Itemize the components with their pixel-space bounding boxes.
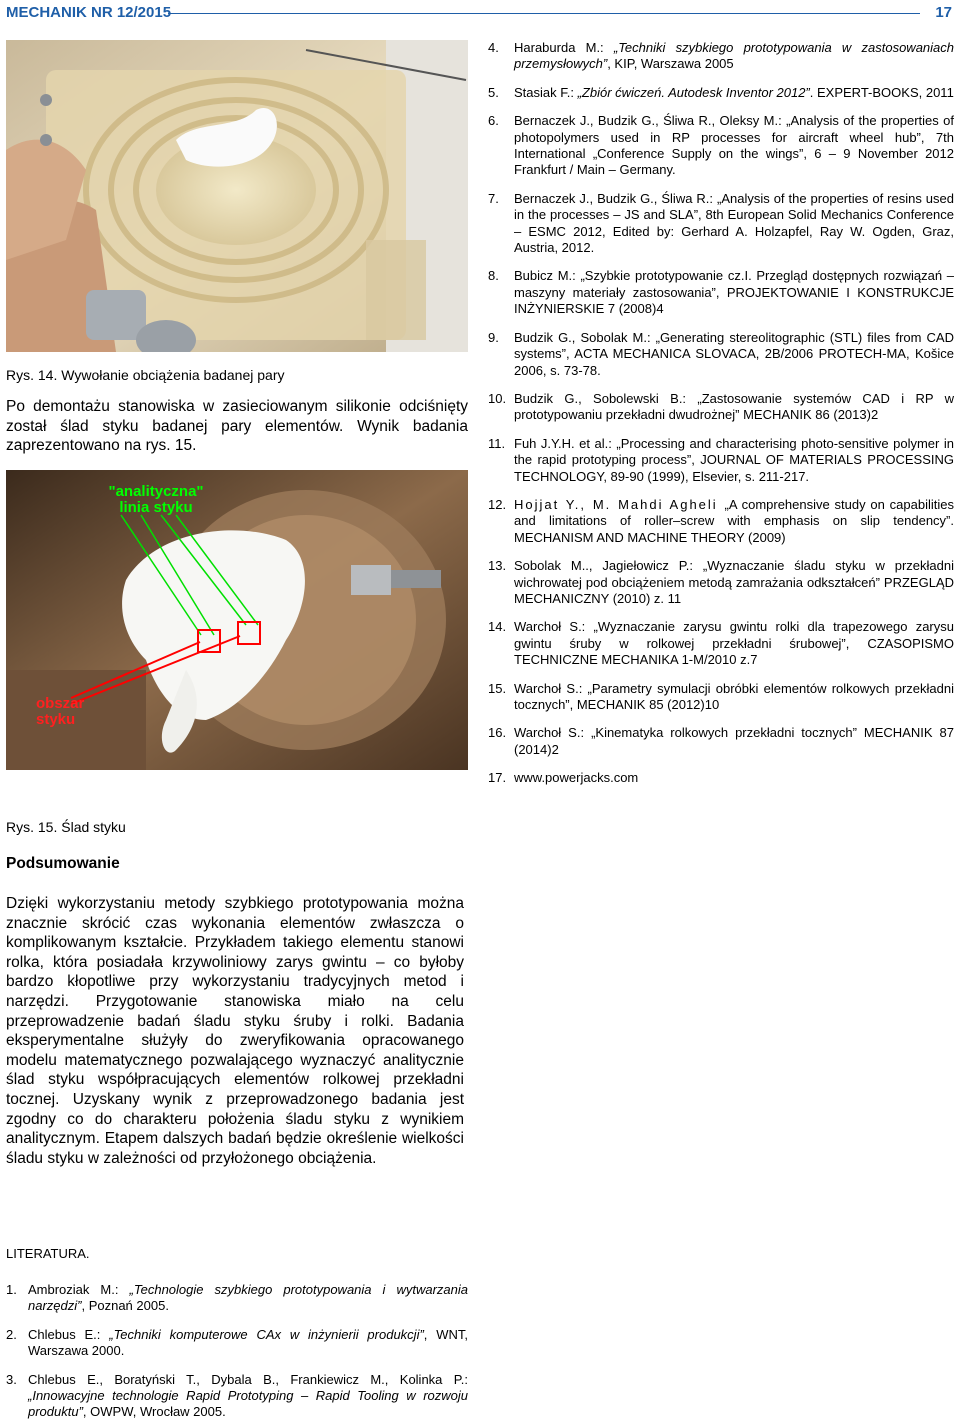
page-header	[0, 0, 960, 30]
reference-number: 2.	[6, 1326, 17, 1342]
annotation-contact-area-2: styku	[36, 711, 76, 728]
reference-item	[488, 725, 954, 758]
reference-text	[514, 330, 954, 379]
figure-15-caption	[6, 818, 126, 836]
reference-authors: Warchoł S.:	[514, 680, 588, 696]
reference-title: „Parametry symulacji obróbki elementów rolkowych przekładni tocznych”, MECHANIK 85 (2012)10	[514, 680, 954, 712]
reference-item	[488, 436, 954, 485]
annotation-contact-area-1: obszar	[36, 695, 85, 712]
reference-authors: Ambroziak M.:	[28, 1282, 130, 1297]
reference-title: „Techniki komputerowe CAx w inżynierii produkcji”	[109, 1326, 424, 1342]
reference-number: 12.	[488, 496, 507, 512]
reference-authors: Warchoł S.:	[514, 619, 594, 635]
figure-14-caption-text: Wywołanie obciążenia badanej pary	[61, 367, 285, 383]
journal-title: MECHANIK NR 12/2015	[6, 4, 172, 21]
reference-title: „Analysis of the properties of resins used in the processes – JS and SLA”, 8th European Solid Mechanics Conference – ESMC 2012, Edited by: Gerhard A. Holzapfel, Ray W. Ogden, Graz, Austria, 2012.	[514, 190, 954, 256]
reference-item	[488, 558, 954, 607]
reference-authors: Warchoł S.:	[514, 725, 592, 741]
reference-text	[514, 40, 954, 73]
summary-heading: Podsumowanie	[6, 855, 120, 872]
reference-text	[514, 85, 954, 101]
reference-rest: . EXPERT-BOOKS, 2011	[809, 84, 954, 100]
reference-text	[514, 770, 954, 786]
annotation-analytic-line	[96, 484, 216, 516]
reference-authors: www.powerjacks.com	[514, 770, 639, 786]
figure-14-caption-label: Rys. 14.	[6, 367, 58, 383]
reference-number: 13.	[488, 558, 507, 574]
reference-item	[488, 391, 954, 424]
literature-label: LITERATURA.	[6, 1246, 90, 1261]
reference-item	[488, 113, 954, 179]
reference-title: „Wyznaczanie śladu styku w przekładni wichrowatej pod obciążeniem metodą zamrażania odkształceń” PRZEGLĄD MECHANICZNY (2010) z. 11	[514, 558, 954, 606]
reference-number: 3.	[6, 1371, 17, 1387]
reference-title: „Techniki szybkiego prototypowania w zastosowaniach przemysłowych”	[514, 40, 955, 72]
reference-rest: , WNT, Warszawa 2000.	[28, 1326, 468, 1359]
reference-item	[488, 85, 954, 101]
figure-15-caption-label: Rys. 15.	[6, 819, 58, 835]
reference-number: 7.	[488, 190, 499, 206]
reference-rest: , OWPW, Wrocław 2005.	[82, 1404, 226, 1420]
reference-number: 9.	[488, 329, 499, 345]
reference-item	[488, 268, 954, 317]
reference-number: 11.	[488, 435, 506, 451]
reference-text	[514, 436, 954, 485]
reference-authors: Bernaczek J., Budzik G., Śliwa R., Oleksy M.:	[514, 113, 787, 129]
reference-text	[514, 681, 954, 714]
reference-number: 16.	[488, 725, 507, 741]
reference-item	[488, 619, 954, 668]
page-number: 17	[935, 4, 952, 21]
reference-authors: Haraburda M.:	[514, 40, 614, 55]
reference-item	[488, 40, 954, 73]
figure-14-photo	[6, 40, 468, 352]
reference-title: „Innowacyjne technologie Rapid Prototyping – Rapid Tooling w rozwoju produktu”	[28, 1388, 468, 1420]
reference-text	[514, 391, 954, 424]
reference-authors: Bernaczek J., Budzik G., Śliwa R.:	[514, 190, 717, 206]
reference-authors: Budzik G., Sobolak M.:	[514, 329, 656, 345]
reference-item	[488, 681, 954, 714]
reference-text	[28, 1372, 468, 1420]
reference-item	[488, 330, 954, 379]
intro-paragraph: Po demontażu stanowiska w zasieciowanym silikonie odciśnięty został ślad styku badanej pary elementów. Wynik badania zaprezentowano na rys. 15.	[6, 398, 468, 455]
reference-rest: , Poznań 2005.	[81, 1298, 169, 1314]
reference-number: 5.	[488, 84, 499, 100]
reference-number: 17.	[488, 770, 507, 786]
reference-authors: Budzik G., Sobolewski B.:	[514, 390, 698, 406]
reference-item	[6, 1372, 468, 1420]
reference-authors: Stasiak F.:	[514, 84, 578, 100]
figure-15-caption-text: Ślad styku	[61, 819, 126, 835]
reference-number: 1.	[6, 1282, 17, 1297]
reference-authors: Fuh J.Y.H. et al.:	[514, 435, 617, 451]
reference-authors: Chlebus E.:	[28, 1326, 110, 1342]
reference-title: „Zbiór ćwiczeń. Autodesk Inventor 2012”	[577, 84, 810, 100]
references-right	[488, 40, 954, 787]
reference-title: „Szybkie prototypowanie cz.I. Przegląd dostępnych rozwiązań – maszyny materiały zastosowania”, PROJEKTOWANIE I KONSTRUKCJE INŻYNIERSKIE 7 (2008)4	[514, 268, 954, 317]
reference-number: 15.	[488, 680, 507, 696]
reference-item	[6, 1282, 468, 1315]
reference-text	[514, 558, 954, 607]
reference-title: „A comprehensive study on capabilities and limitations of roller–screw with emphasis on slip tendency”. MECHANISM AND MACHINE THEORY (2009)	[514, 496, 954, 545]
reference-text	[514, 497, 954, 546]
reference-text	[514, 725, 954, 758]
reference-title: „Zastosowanie systemów CAD i RP w prototypowaniu przekładni dwudrożnej” MECHANIK 86 (2013)2	[514, 390, 954, 423]
reference-title: „Generating stereolitographic (STL) files from CAD systems”, ACTA MECHANICA SLOVACA, 2B/2006 PROTECH-MA, Košice 2006, s. 73-78.	[514, 329, 954, 378]
reference-authors: Sobolak M.., Jagiełowicz P.:	[514, 558, 703, 574]
reference-title: „Technologie szybkiego prototypowania i wytwarzania narzędzi”	[28, 1282, 468, 1314]
reference-text	[514, 191, 954, 257]
figure-14-caption	[6, 366, 284, 384]
reference-number: 6.	[488, 113, 499, 129]
reference-title: „Analysis of the properties of photopolymers used in RP processes for aircraft wheel hub”, 7th International „Conference Supply on the wings”, 6 – 9 November 2012 Frankfurt / Main – Germany.	[514, 113, 955, 178]
reference-title: „Processing and characterising photo-sensitive polymer in the rapid prototyping process”, JOURNAL OF MATERIALS PROCESSING TECHNOLOGY, 89-90 (1999), Elsevier, s. 211-217.	[514, 435, 954, 484]
reference-item	[6, 1327, 468, 1360]
reference-text	[514, 268, 954, 317]
annotation-analytic-line-2: linia styku	[119, 499, 193, 516]
reference-title: „Kinematyka rolkowych przekładni tocznych” MECHANIK 87 (2014)2	[514, 725, 954, 757]
header-rule	[168, 13, 920, 14]
reference-item	[488, 191, 954, 257]
summary-paragraph: Dzięki wykorzystaniu metody szybkiego prototypowania można znacznie skrócić czas wykonania elementów zwłaszcza o komplikowanym kształcie. Przykładem takiego elementu stanowi rolka, która posiadała krzywoliniowy zarys gwintu – co byłoby bardzo kłopotliwe przy wykorzystaniu tradycyjnych metod i narzędzi. Przygotowanie stanowiska miało na celu przeprowadzenie badań śladu styku śruby i rolki. Badania eksperymentalne służyły do zweryfikowania opracowanego modelu matematycznego pozwalającego wyznaczyć analitycznie ślad styku współpracujących elementów rolkowej przekładni tocznej. Uzyskany wynik z przeprowadzonego badania jest zgodny co do charakteru położenia śladu styku z wynikiem analitycznym. Etapem dalszych badań będzie określenie wielkości śladu styku w zależności od przyłożonego obciążenia.	[6, 895, 464, 1167]
reference-number: 8.	[488, 268, 499, 284]
reference-rest: , KIP, Warszawa 2005	[607, 56, 734, 72]
reference-title: „Wyznaczanie zarysu gwintu rolki dla trapezowego zarysu gwintu śruby w rolkowej przekładni śrubowej”, CZASOPISMO TECHNICZNE MECHANIKA 1-M/2010 z.7	[514, 619, 954, 668]
reference-item	[488, 770, 954, 786]
reference-text	[514, 619, 954, 668]
reference-number: 10.	[488, 390, 507, 406]
reference-number: 14.	[488, 619, 507, 635]
reference-authors: Chlebus E., Boratyński T., Dybala B., Frankiewicz M., Kolinka P.:	[28, 1371, 468, 1387]
annotation-analytic-line-1: "analityczna"	[108, 483, 204, 500]
reference-item	[488, 497, 954, 546]
references-left	[6, 1282, 468, 1420]
reference-text	[514, 113, 954, 179]
reference-text	[28, 1282, 468, 1315]
reference-authors: Hojjat Y., M. Mahdi Agheli	[514, 496, 725, 512]
reference-text	[28, 1327, 468, 1360]
figure-15-photo	[6, 470, 468, 770]
reference-number: 4.	[488, 40, 499, 55]
reference-authors: Bubicz M.:	[514, 268, 581, 284]
annotation-contact-area	[36, 696, 84, 728]
